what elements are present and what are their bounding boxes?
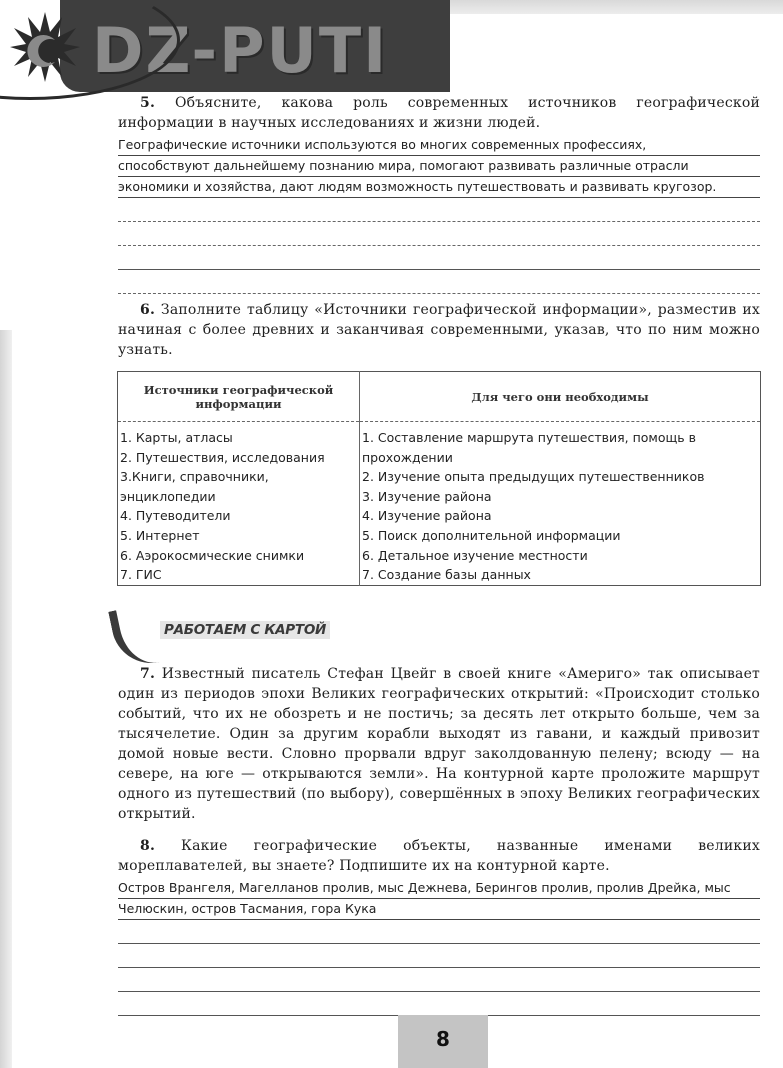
page-number-tab <box>398 1015 488 1068</box>
task-7-text: 7. Известный писатель Стефан Цвейг в своей книге «Америго» так описывает один из периодов эпохи Великих географических открытий: «Происходит столько событий, что их не обозреть и не постичь; за десять лет открыто больше, чем за тысячелетие. Один за другим корабли выходят из гавани, и каждый привозит домой новые вести. Словно прорвали вдруг заколдованную пелену; всюду — на севере, на юге — открываются земли». На контурной карте проложите маршрут одного из путешествий (по выбору), совершённых в эпоху Великих географических открытий. <box>118 666 761 822</box>
blank-answer-line[interactable] <box>118 992 760 1016</box>
task-5 <box>118 93 760 294</box>
page-number: 8 <box>436 1027 450 1051</box>
sources-table <box>117 371 761 586</box>
task-6-question: 6. Заполните таблицу «Источники географической информации», разместив их начиная с более древних и заканчивая современными, указав, что по ним можно узнать. <box>118 302 761 358</box>
task-8 <box>118 836 760 1016</box>
source-item: 7. ГИС <box>120 567 162 583</box>
purpose-item: 5. Поиск дополнительной информации <box>362 527 621 543</box>
purposes-cell[interactable] <box>360 422 761 586</box>
section-heading <box>118 605 378 655</box>
banner-logo-text: DZ-PUTI <box>92 14 389 87</box>
task-7 <box>118 664 760 824</box>
task-8-question: 8. Какие географические объекты, названные именами великих мореплавателей, вы знаете? Подпишите их на контурной карте. <box>118 838 760 874</box>
blank-answer-line[interactable] <box>118 920 760 944</box>
task-5-question: 5. Объясните, какова роль современных источников географической информации в научных исследованиях и жизни людей. <box>118 95 761 131</box>
source-item: 6. Аэрокосмические снимки <box>120 547 305 563</box>
blank-answer-line[interactable] <box>118 968 760 992</box>
purpose-item: 1. Составление маршрута путешествия, помощь в прохождении <box>362 430 696 465</box>
source-item: 5. Интернет <box>120 527 200 543</box>
task-5-answer[interactable] <box>118 135 760 294</box>
purpose-item: 4. Изучение района <box>362 508 492 524</box>
purpose-item: 7. Создание базы данных <box>362 567 531 583</box>
answer-line[interactable]: способствуют дальнейшему познанию мира, помогают развивать различные отрасли <box>118 156 760 177</box>
page-edge-shadow <box>0 330 12 1068</box>
table-header-purpose: Для чего они необходимы <box>360 372 761 422</box>
answer-line[interactable]: Географические источники используются во многих современных профессиях, <box>118 135 760 156</box>
star-logo-icon <box>10 12 80 82</box>
source-item: 1. Карты, атласы <box>120 430 233 445</box>
table-header-sources: Источники географической информации <box>118 372 360 422</box>
source-item: 4. Путеводители <box>120 508 231 524</box>
purpose-item: 3. Изучение района <box>362 488 492 504</box>
blank-answer-line[interactable] <box>118 944 760 968</box>
blank-answer-line[interactable] <box>118 246 760 270</box>
source-item: 2. Путешествия, исследования <box>120 449 325 465</box>
heading-arc-icon <box>108 603 160 670</box>
blank-answer-line[interactable] <box>118 222 760 246</box>
answer-line[interactable]: Остров Врангеля, Магелланов пролив, мыс Дежнева, Берингов пролив, пролив Дрейка, мыс <box>118 878 760 899</box>
purpose-item: 6. Детальное изучение местности <box>362 547 588 563</box>
task-8-answer[interactable] <box>118 878 760 1016</box>
answer-line[interactable]: Челюскин, остров Тасмания, гора Кука <box>118 899 760 920</box>
purpose-item: 2. Изучение опыта предыдущих путешественников <box>362 469 705 485</box>
task-6 <box>118 300 760 360</box>
section-heading-label: РАБОТАЕМ С КАРТОЙ <box>160 621 330 639</box>
header-fade <box>450 0 783 14</box>
blank-answer-line[interactable] <box>118 270 760 294</box>
answer-line[interactable]: экономики и хозяйства, дают людям возможность путешествовать и развивать кругозор. <box>118 177 760 198</box>
source-item: 3.Книги, справочники, энциклопедии <box>120 469 269 504</box>
blank-answer-line[interactable] <box>118 198 760 222</box>
sources-cell[interactable] <box>118 422 360 586</box>
